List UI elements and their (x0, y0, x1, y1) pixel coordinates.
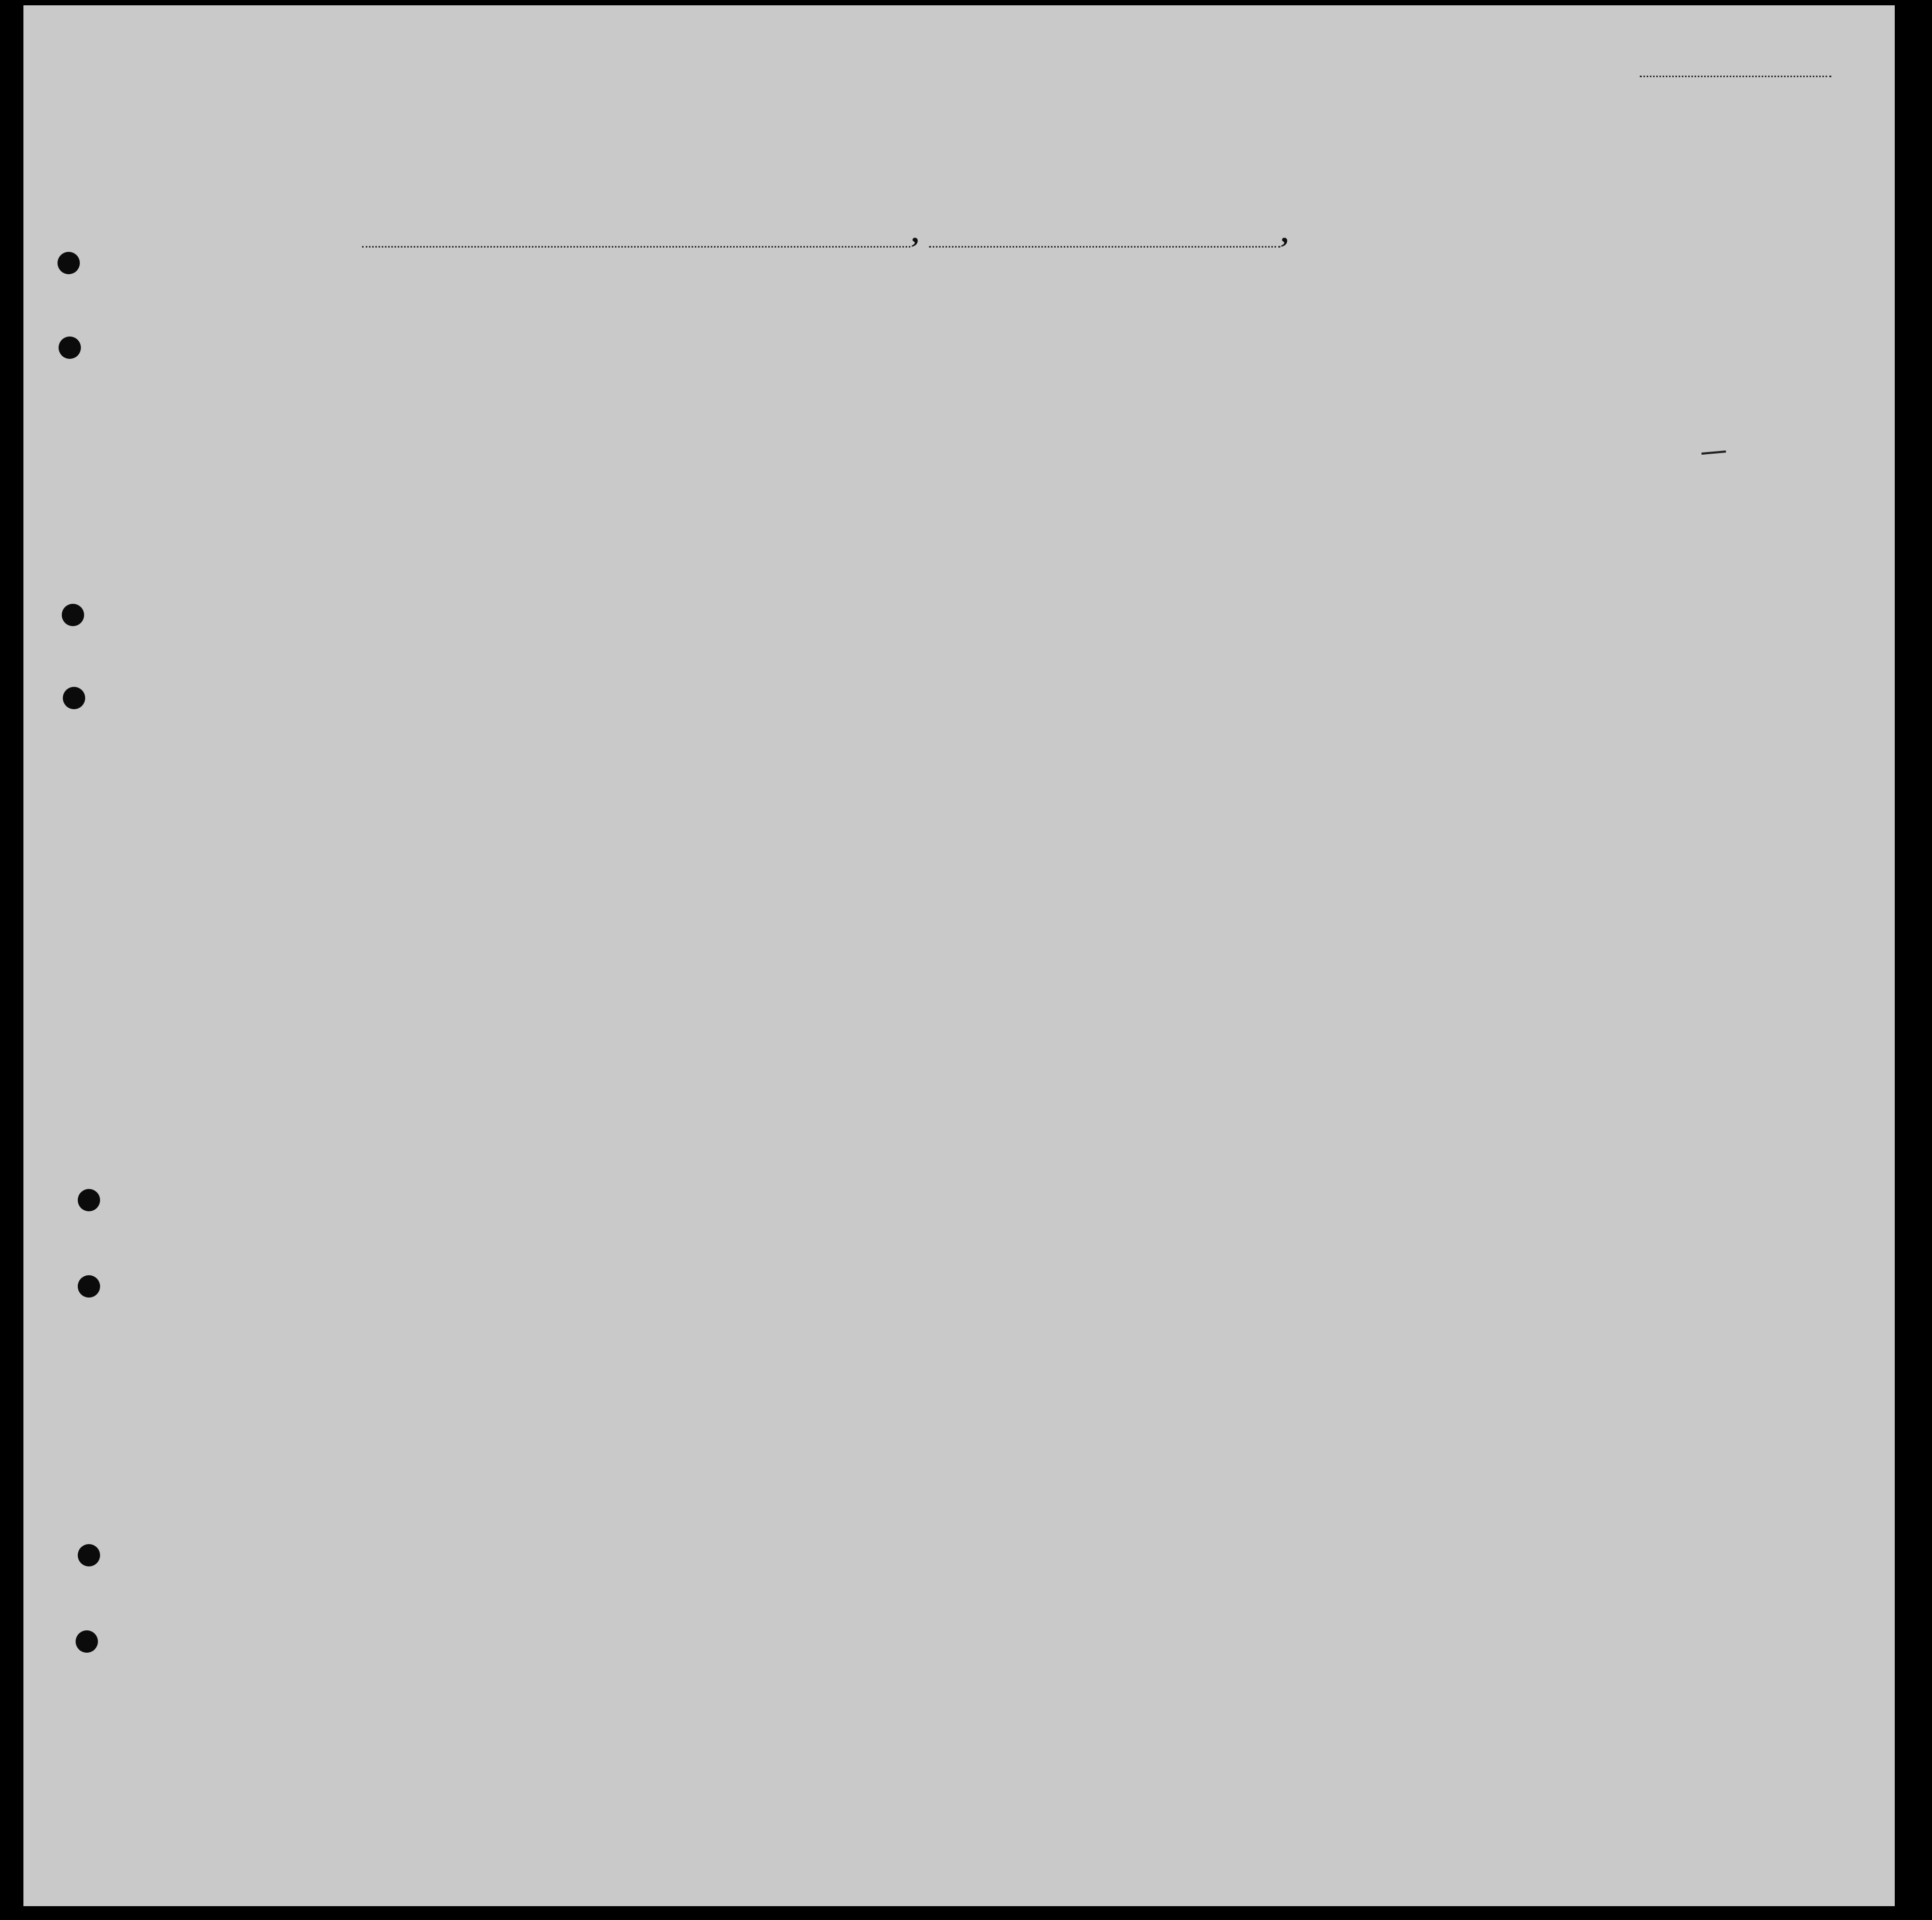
punch-hole (63, 687, 85, 709)
punch-hole (78, 1189, 100, 1211)
header-labor-offer (1086, 326, 1116, 428)
punch-hole (59, 337, 81, 359)
header-feet (1312, 365, 1328, 407)
header-citizen-intent (903, 329, 930, 420)
header-polygamist (968, 334, 984, 409)
punch-hole (78, 1544, 100, 1566)
header-inches (1341, 362, 1356, 410)
header-anarchist (1000, 334, 1016, 409)
punch-hole (57, 252, 80, 274)
punch-hole (78, 1275, 100, 1298)
list-number-field (1640, 76, 1831, 77)
punch-hole (62, 604, 84, 626)
header-deported (1134, 328, 1161, 429)
date-field-line (929, 246, 1280, 248)
comma-mark: , (911, 216, 919, 249)
header-length-stay (833, 330, 860, 421)
header-overthrow (1039, 318, 1079, 430)
port-field-line (362, 246, 910, 248)
header-return-intent (779, 329, 816, 424)
header-ticket (134, 311, 193, 482)
header-money (263, 313, 295, 430)
comma-mark: , (1281, 216, 1288, 249)
punch-hole (76, 1630, 98, 1653)
header-prison (944, 318, 971, 425)
